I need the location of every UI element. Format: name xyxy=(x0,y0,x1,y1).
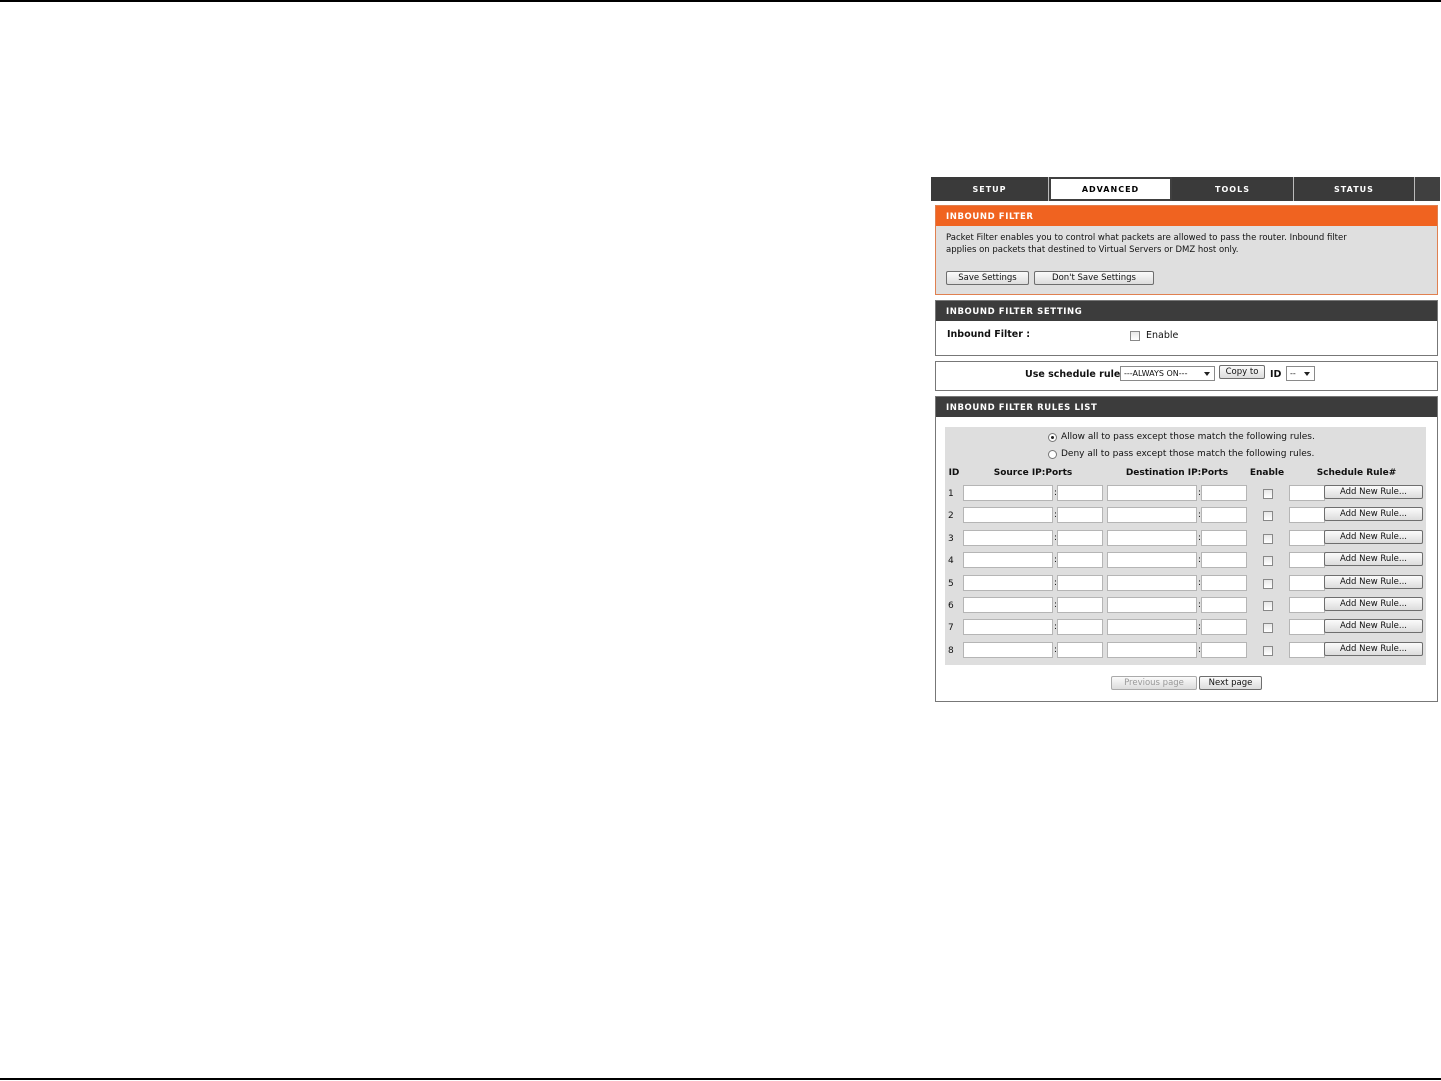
previous-page-button[interactable]: Previous page xyxy=(1111,676,1197,690)
source-port-input[interactable] xyxy=(1057,597,1103,613)
inbound-filter-rules-list-panel xyxy=(935,396,1438,702)
column-header-source: Source IP:Ports xyxy=(993,468,1073,478)
table-row xyxy=(945,505,1426,525)
add-new-rule-button[interactable]: Add New Rule... xyxy=(1324,597,1423,611)
table-row xyxy=(945,483,1426,503)
source-port-input[interactable] xyxy=(1057,507,1103,523)
source-port-input[interactable] xyxy=(1057,642,1103,658)
chevron-down-icon xyxy=(1204,372,1210,376)
source-ip-input[interactable] xyxy=(963,552,1053,568)
source-ip-input[interactable] xyxy=(963,642,1053,658)
schedule-rule-input[interactable] xyxy=(1289,530,1325,546)
source-colon: : xyxy=(1054,488,1058,498)
source-ip-input[interactable] xyxy=(963,530,1053,546)
inbound-filter-setting-title: INBOUND FILTER SETTING xyxy=(936,301,1437,321)
destination-ip-input[interactable] xyxy=(1107,619,1197,635)
table-row xyxy=(945,617,1426,637)
save-settings-button[interactable]: Save Settings xyxy=(946,271,1029,285)
destination-port-input[interactable] xyxy=(1201,619,1247,635)
table-row xyxy=(945,528,1426,548)
description-line-1: Packet Filter enables you to control what packets are allowed to pass the router. Inbound filter xyxy=(946,233,1347,243)
source-ip-input[interactable] xyxy=(963,597,1053,613)
chevron-down-icon xyxy=(1304,372,1310,376)
top-nav-tabs xyxy=(931,177,1440,201)
tab-tools[interactable]: TOOLS xyxy=(1172,177,1294,201)
destination-port-input[interactable] xyxy=(1201,575,1247,591)
schedule-rule-input[interactable] xyxy=(1289,642,1325,658)
destination-ip-input[interactable] xyxy=(1107,575,1197,591)
add-new-rule-button[interactable]: Add New Rule... xyxy=(1324,485,1423,499)
add-new-rule-button[interactable]: Add New Rule... xyxy=(1324,507,1423,521)
schedule-rule-input[interactable] xyxy=(1289,485,1325,501)
column-header-id: ID xyxy=(948,468,960,478)
inbound-filter-label: Inbound Filter : xyxy=(947,329,1031,340)
rules-table xyxy=(945,427,1426,665)
destination-colon: : xyxy=(1198,510,1202,521)
destination-colon: : xyxy=(1198,532,1202,543)
source-port-input[interactable] xyxy=(1057,552,1103,568)
tab-advanced[interactable]: ADVANCED xyxy=(1049,177,1172,201)
table-row xyxy=(945,595,1426,615)
source-ip-input[interactable] xyxy=(963,575,1053,591)
row-id: 2 xyxy=(948,511,954,522)
add-new-rule-button[interactable]: Add New Rule... xyxy=(1324,642,1423,656)
inbound-filter-setting-panel xyxy=(935,300,1438,356)
description-line-2: applies on packets that destined to Virtual Servers or DMZ host only. xyxy=(946,245,1239,255)
destination-port-input[interactable] xyxy=(1201,597,1247,613)
rule-enable-checkbox[interactable] xyxy=(1263,489,1273,499)
source-ip-input[interactable] xyxy=(963,485,1053,501)
inbound-filter-info-panel xyxy=(935,205,1438,295)
destination-port-input[interactable] xyxy=(1201,507,1247,523)
destination-colon: : xyxy=(1198,577,1202,588)
row-id: 3 xyxy=(948,533,954,544)
table-row xyxy=(945,573,1426,593)
row-id: 1 xyxy=(948,489,954,499)
add-new-rule-button[interactable]: Add New Rule... xyxy=(1324,530,1423,544)
schedule-rule-input[interactable] xyxy=(1289,552,1325,568)
row-id: 8 xyxy=(948,645,954,656)
rules-list-title: INBOUND FILTER RULES LIST xyxy=(936,397,1437,417)
destination-ip-input[interactable] xyxy=(1107,552,1197,568)
deny-all-radio[interactable] xyxy=(1048,450,1057,459)
rule-enable-checkbox[interactable] xyxy=(1263,601,1273,611)
rule-enable-checkbox[interactable] xyxy=(1263,646,1273,656)
router-admin-panel xyxy=(931,177,1440,688)
add-new-rule-button[interactable]: Add New Rule... xyxy=(1324,619,1423,633)
inbound-filter-enable-checkbox[interactable] xyxy=(1130,331,1140,341)
dont-save-settings-button[interactable]: Don't Save Settings xyxy=(1034,271,1154,285)
destination-colon: : xyxy=(1198,622,1202,633)
schedule-rule-input[interactable] xyxy=(1289,507,1325,523)
schedule-rule-input[interactable] xyxy=(1289,597,1325,613)
row-id: 6 xyxy=(948,601,954,611)
destination-port-input[interactable] xyxy=(1201,530,1247,546)
add-new-rule-button[interactable]: Add New Rule... xyxy=(1324,575,1423,589)
rule-enable-checkbox[interactable] xyxy=(1263,579,1273,589)
rule-enable-checkbox[interactable] xyxy=(1263,511,1273,521)
next-page-button[interactable]: Next page xyxy=(1199,676,1262,690)
rule-enable-checkbox[interactable] xyxy=(1263,556,1273,566)
source-colon: : xyxy=(1054,555,1058,566)
use-schedule-rule-label: Use schedule rule xyxy=(1025,369,1121,380)
destination-ip-input[interactable] xyxy=(1107,642,1197,658)
destination-ip-input[interactable] xyxy=(1107,485,1197,501)
row-id: 4 xyxy=(948,556,954,567)
rule-enable-checkbox[interactable] xyxy=(1263,623,1273,633)
source-port-input[interactable] xyxy=(1057,485,1103,501)
schedule-rule-input[interactable] xyxy=(1289,619,1325,635)
tab-setup[interactable]: SETUP xyxy=(931,177,1049,201)
bottom-border-line xyxy=(0,1078,1441,1080)
schedule-rule-select[interactable] xyxy=(1120,366,1215,381)
id-label: ID xyxy=(1270,369,1282,380)
column-header-schedule: Schedule Rule# xyxy=(1316,468,1397,478)
destination-ip-input[interactable] xyxy=(1107,507,1197,523)
destination-port-input[interactable] xyxy=(1201,485,1247,501)
deny-all-label: Deny all to pass except those match the following rules. xyxy=(1061,449,1315,459)
destination-port-input[interactable] xyxy=(1201,552,1247,568)
destination-colon: : xyxy=(1198,488,1202,498)
allow-all-label: Allow all to pass except those match the following rules. xyxy=(1061,432,1315,442)
column-header-destination: Destination IP:Ports xyxy=(1125,468,1229,478)
schedule-rule-input[interactable] xyxy=(1289,575,1325,591)
table-row xyxy=(945,640,1426,660)
destination-colon: : xyxy=(1198,555,1202,566)
destination-port-input[interactable] xyxy=(1201,642,1247,658)
schedule-rule-panel xyxy=(935,361,1438,391)
source-port-input[interactable] xyxy=(1057,575,1103,591)
source-colon: : xyxy=(1054,577,1058,588)
tab-status[interactable]: STATUS xyxy=(1294,177,1415,201)
add-new-rule-button[interactable]: Add New Rule... xyxy=(1324,552,1423,566)
enable-label: Enable xyxy=(1146,330,1179,341)
rule-enable-checkbox[interactable] xyxy=(1263,534,1273,544)
source-colon: : xyxy=(1054,622,1058,633)
source-colon: : xyxy=(1054,644,1058,655)
source-port-input[interactable] xyxy=(1057,530,1103,546)
source-ip-input[interactable] xyxy=(963,507,1053,523)
source-colon: : xyxy=(1054,600,1058,610)
inbound-filter-description xyxy=(936,226,1437,256)
row-id: 5 xyxy=(948,578,954,589)
copy-id-value: -- xyxy=(1290,369,1296,378)
copy-to-button[interactable]: Copy to xyxy=(1219,365,1265,379)
copy-id-select[interactable] xyxy=(1286,366,1315,381)
destination-ip-input[interactable] xyxy=(1107,597,1197,613)
schedule-rule-value: ---ALWAYS ON--- xyxy=(1124,369,1188,378)
row-id: 7 xyxy=(948,623,954,634)
source-colon: : xyxy=(1054,510,1058,521)
source-port-input[interactable] xyxy=(1057,619,1103,635)
source-colon: : xyxy=(1054,532,1058,543)
destination-colon: : xyxy=(1198,644,1202,655)
top-border-line xyxy=(0,0,1441,2)
destination-ip-input[interactable] xyxy=(1107,530,1197,546)
table-row xyxy=(945,550,1426,570)
inbound-filter-title: INBOUND FILTER xyxy=(936,206,1437,226)
source-ip-input[interactable] xyxy=(963,619,1053,635)
column-header-enable: Enable xyxy=(1249,468,1285,478)
destination-colon: : xyxy=(1198,600,1202,610)
allow-all-radio[interactable] xyxy=(1048,433,1057,442)
